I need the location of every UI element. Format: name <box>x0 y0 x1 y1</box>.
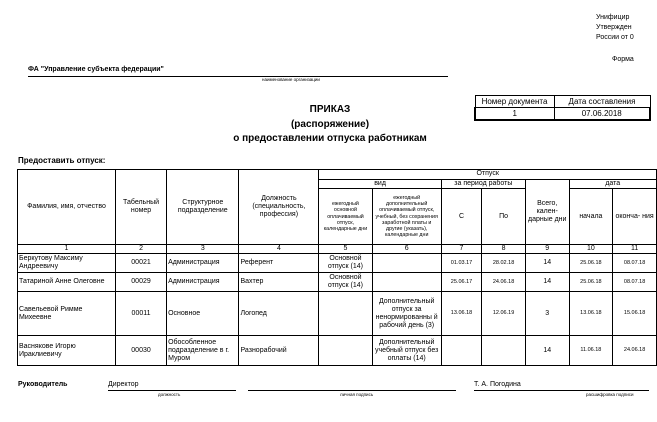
header-vid-extra: ежегодный дополнительный оплачиваемый отпуск, учебный, без сохранения заработной платы и другие (указать), календарные дни <box>372 189 441 245</box>
cell-vid-extra <box>372 254 441 273</box>
cell-period-from: 25.06.17 <box>441 273 481 292</box>
header-total-days: Всего, кален- дарные дни <box>525 180 569 245</box>
cell-vid-main <box>319 292 372 336</box>
doc-date-header: Дата составления <box>554 96 650 108</box>
header-department: Структурное подразделение <box>167 170 239 245</box>
col-number: 9 <box>525 245 569 254</box>
cell-dept: Основное <box>167 292 239 336</box>
header-otpusk: Отпуск <box>319 170 657 180</box>
cell-date-start: 11.06.18 <box>569 336 613 366</box>
cell-date-end: 08.07.18 <box>613 254 657 273</box>
doc-date-value: 07.06.2018 <box>554 108 650 121</box>
col-number: 1 <box>18 245 116 254</box>
col-number: 6 <box>372 245 441 254</box>
table-row <box>18 336 657 366</box>
cell-fio: Савельевой Римме Михеевне <box>18 292 116 336</box>
header-date-end: оконча- ния <box>613 189 657 245</box>
col-number: 7 <box>441 245 481 254</box>
col-number: 2 <box>115 245 166 254</box>
cell-fio: Беркутову Максиму Андреевичу <box>18 254 116 273</box>
organization-name: ФА "Управление субъекта федерации" <box>28 66 448 77</box>
form-label: Форма <box>612 56 634 63</box>
cell-date-end: 24.06.18 <box>613 336 657 366</box>
header-vid-main: ежегодный основной оплачиваемый отпуск, календарные дни <box>319 189 372 245</box>
title-subject: о предоставлении отпуска работникам <box>233 133 427 144</box>
doc-number-value: 1 <box>475 108 554 121</box>
cell-fio: Татариной Анне Олеговне <box>18 273 116 292</box>
cell-vid-main: Основной отпуск (14) <box>319 273 372 292</box>
cell-position: Разнорабочий <box>239 336 319 366</box>
cell-total: 14 <box>525 254 569 273</box>
cell-position: Референт <box>239 254 319 273</box>
cell-dept: Администрация <box>167 254 239 273</box>
col-number: 5 <box>319 245 372 254</box>
approval-line-2: Утвержден <box>596 24 632 31</box>
sign-caption: личная подпись <box>340 392 374 397</box>
cell-total: 14 <box>525 273 569 292</box>
cell-date-start: 25.06.18 <box>569 254 613 273</box>
table-row <box>18 273 657 292</box>
col-number: 4 <box>239 245 319 254</box>
cell-date-start: 25.06.18 <box>569 273 613 292</box>
cell-period-to: 12.06.19 <box>482 292 526 336</box>
cell-dept: Администрация <box>167 273 239 292</box>
cell-date-end: 15.06.18 <box>613 292 657 336</box>
approval-line-1: Унифицир <box>596 14 630 21</box>
header-position: Должность (специальность, профессия) <box>239 170 319 245</box>
header-period: за период работы <box>441 180 525 189</box>
header-vid: вид <box>319 180 441 189</box>
title-rasporyazhenie: (распоряжение) <box>290 119 370 130</box>
cell-position: Вахтер <box>239 273 319 292</box>
signature-label: Руководитель <box>18 381 68 388</box>
col-number: 11 <box>613 245 657 254</box>
cell-date-start: 13.06.18 <box>569 292 613 336</box>
cell-tab: 00021 <box>115 254 166 273</box>
cell-period-from: 01.03.17 <box>441 254 481 273</box>
cell-period-from <box>441 336 481 366</box>
col-number: 10 <box>569 245 613 254</box>
cell-tab: 00011 <box>115 292 166 336</box>
header-date: дата <box>569 180 656 189</box>
cell-period-to: 24.06.18 <box>482 273 526 292</box>
signature-name: Т. А. Погодина <box>474 381 649 391</box>
position-caption: должность <box>158 392 181 397</box>
col-number: 8 <box>482 245 526 254</box>
col-number: 3 <box>167 245 239 254</box>
organization-caption: наименование организации <box>262 77 320 82</box>
cell-period-to: 28.02.18 <box>482 254 526 273</box>
grant-label: Предоставить отпуск: <box>18 156 106 165</box>
title-prikaz: ПРИКАЗ <box>309 104 351 115</box>
cell-vid-extra: Дополнительный отпуск за ненормированны й рабочий день (3) <box>372 292 441 336</box>
cell-position: Логопед <box>239 292 319 336</box>
cell-tab: 00029 <box>115 273 166 292</box>
header-date-start: начала <box>569 189 613 245</box>
approval-line-3: России от 0 <box>596 34 634 41</box>
cell-fio: Васнякове Игорю Ираклиевичу <box>18 336 116 366</box>
name-caption: расшифровка подписи <box>586 392 634 397</box>
cell-date-end: 08.07.18 <box>613 273 657 292</box>
header-tab-number: Табельный номер <box>115 170 166 245</box>
vacation-table <box>17 169 657 366</box>
cell-tab: 00030 <box>115 336 166 366</box>
cell-total: 3 <box>525 292 569 336</box>
cell-vid-main <box>319 336 372 366</box>
cell-period-from: 13.06.18 <box>441 292 481 336</box>
header-fio: Фамилия, имя, отчество <box>18 170 116 245</box>
cell-vid-main: Основной отпуск (14) <box>319 254 372 273</box>
doc-number-table <box>474 95 651 121</box>
header-period-to: По <box>482 189 526 245</box>
table-row <box>18 292 657 336</box>
cell-period-to <box>482 336 526 366</box>
signature-position: Директор <box>108 381 236 391</box>
signature-line <box>248 381 456 391</box>
doc-number-header: Номер документа <box>475 96 554 108</box>
cell-vid-extra <box>372 273 441 292</box>
cell-total: 14 <box>525 336 569 366</box>
table-row <box>18 254 657 273</box>
header-period-from: С <box>441 189 481 245</box>
cell-vid-extra: Дополнительный учебный отпуск без оплаты (14) <box>372 336 441 366</box>
cell-dept: Обособленное подразделение в г. Муром <box>167 336 239 366</box>
